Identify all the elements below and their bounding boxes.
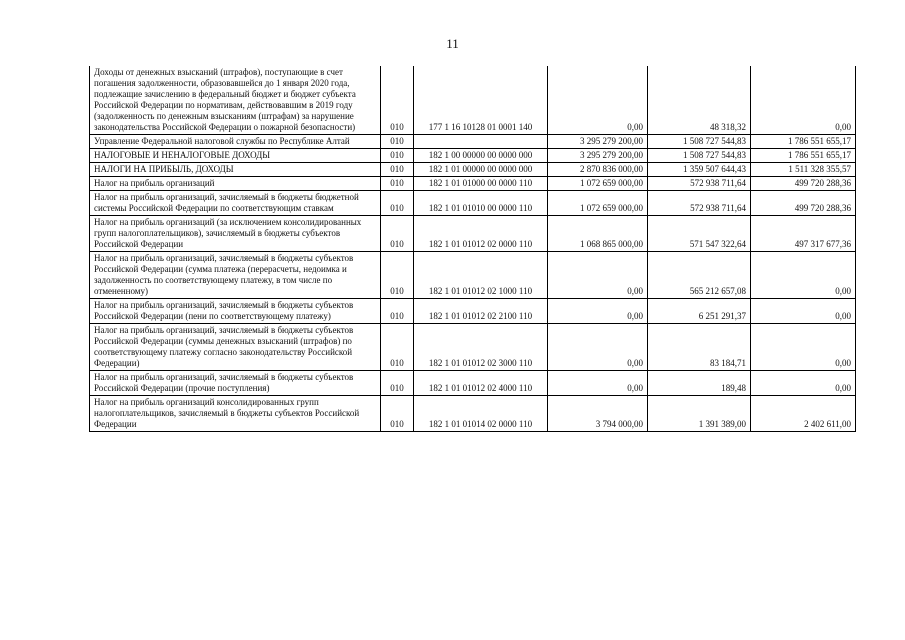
table-row — [90, 177, 856, 191]
row-value-3: 1 511 328 355,57 — [751, 163, 856, 177]
row-name: НАЛОГИ НА ПРИБЫЛЬ, ДОХОДЫ — [90, 163, 381, 177]
row-value-1: 1 072 659 000,00 — [548, 191, 648, 216]
row-value-2: 565 212 657,08 — [648, 252, 751, 299]
row-value-2: 1 359 507 644,43 — [648, 163, 751, 177]
row-name: Налог на прибыль организаций консолидированных групп налогоплательщиков, зачисляемый в бюджеты субъектов Российской Федерации — [90, 396, 381, 432]
row-code: 010 — [381, 177, 414, 191]
row-code: 010 — [381, 135, 414, 149]
row-name: Налог на прибыль организаций, зачисляемый в бюджеты субъектов Российской Федерации (пени по соответствующему платежу) — [90, 299, 381, 324]
table-row — [90, 66, 856, 135]
table-row — [90, 149, 856, 163]
row-code: 010 — [381, 191, 414, 216]
row-kbk: 182 1 01 01012 02 4000 110 — [414, 371, 548, 396]
table-row — [90, 216, 856, 252]
row-value-1: 3 295 279 200,00 — [548, 149, 648, 163]
row-code: 010 — [381, 163, 414, 177]
row-kbk: 182 1 01 00000 00 0000 000 — [414, 163, 548, 177]
row-value-2: 1 508 727 544,83 — [648, 149, 751, 163]
row-value-1: 0,00 — [548, 299, 648, 324]
table-row — [90, 191, 856, 216]
row-value-1: 1 068 865 000,00 — [548, 216, 648, 252]
table-row — [90, 396, 856, 432]
row-kbk: 182 1 01 01012 02 1000 110 — [414, 252, 548, 299]
row-value-3: 497 317 677,36 — [751, 216, 856, 252]
row-value-2: 6 251 291,37 — [648, 299, 751, 324]
row-code: 010 — [381, 66, 414, 135]
row-value-2: 83 184,71 — [648, 324, 751, 371]
row-value-3: 499 720 288,36 — [751, 177, 856, 191]
row-code: 010 — [381, 371, 414, 396]
table-row — [90, 163, 856, 177]
row-kbk — [414, 135, 548, 149]
row-code: 010 — [381, 216, 414, 252]
revenue-table — [89, 66, 856, 432]
table-row — [90, 135, 856, 149]
row-value-1: 3 295 279 200,00 — [548, 135, 648, 149]
row-value-3: 0,00 — [751, 252, 856, 299]
row-name: Налог на прибыль организаций, зачисляемый в бюджеты бюджетной системы Российской Федерации по соответствующим ставкам — [90, 191, 381, 216]
row-value-1: 2 870 836 000,00 — [548, 163, 648, 177]
row-value-2: 48 318,32 — [648, 66, 751, 135]
row-name: Налог на прибыль организаций (за исключением консолидированных групп налогоплательщиков), зачисляемый в бюджеты субъектов Российской Федерации — [90, 216, 381, 252]
row-value-2: 189,48 — [648, 371, 751, 396]
row-code: 010 — [381, 252, 414, 299]
row-code: 010 — [381, 149, 414, 163]
row-name: Управление Федеральной налоговой службы по Республике Алтай — [90, 135, 381, 149]
row-kbk: 182 1 01 01000 00 0000 110 — [414, 177, 548, 191]
row-value-3: 1 786 551 655,17 — [751, 135, 856, 149]
table-row — [90, 371, 856, 396]
table-row — [90, 299, 856, 324]
row-kbk: 182 1 01 01012 02 2100 110 — [414, 299, 548, 324]
row-name: Налог на прибыль организаций, зачисляемый в бюджеты субъектов Российской Федерации (прочие поступления) — [90, 371, 381, 396]
row-code: 010 — [381, 396, 414, 432]
row-kbk: 182 1 01 01010 00 0000 110 — [414, 191, 548, 216]
row-value-3: 2 402 611,00 — [751, 396, 856, 432]
row-value-3: 1 786 551 655,17 — [751, 149, 856, 163]
row-code: 010 — [381, 324, 414, 371]
row-name: Доходы от денежных взысканий (штрафов), поступающие в счет погашения задолженности, образовавшейся до 1 января 2020 года, подлежащие зачислению в федеральный бюджет и бюджет субъекта Российской Федерации по нормативам, действовавшим в 2019 году (задолженность по денежным взысканиям (штрафам) за нарушение законодательства Российской Федерации о пожарной безопасности) — [90, 66, 381, 135]
row-value-1: 0,00 — [548, 66, 648, 135]
row-kbk: 182 1 01 01014 02 0000 110 — [414, 396, 548, 432]
row-value-1: 0,00 — [548, 252, 648, 299]
row-kbk: 182 1 01 01012 02 3000 110 — [414, 324, 548, 371]
row-value-2: 1 391 389,00 — [648, 396, 751, 432]
row-value-3: 0,00 — [751, 66, 856, 135]
table-row — [90, 252, 856, 299]
table-row — [90, 324, 856, 371]
row-value-2: 572 938 711,64 — [648, 177, 751, 191]
row-value-3: 0,00 — [751, 324, 856, 371]
row-value-1: 0,00 — [548, 371, 648, 396]
row-value-3: 499 720 288,36 — [751, 191, 856, 216]
row-value-1: 0,00 — [548, 324, 648, 371]
row-value-3: 0,00 — [751, 371, 856, 396]
row-value-2: 572 938 711,64 — [648, 191, 751, 216]
row-kbk: 177 1 16 10128 01 0001 140 — [414, 66, 548, 135]
row-kbk: 182 1 00 00000 00 0000 000 — [414, 149, 548, 163]
row-name: НАЛОГОВЫЕ И НЕНАЛОГОВЫЕ ДОХОДЫ — [90, 149, 381, 163]
row-value-3: 0,00 — [751, 299, 856, 324]
row-value-2: 571 547 322,64 — [648, 216, 751, 252]
page-number: 11 — [446, 36, 459, 51]
row-code: 010 — [381, 299, 414, 324]
row-kbk: 182 1 01 01012 02 0000 110 — [414, 216, 548, 252]
row-value-2: 1 508 727 544,83 — [648, 135, 751, 149]
row-value-1: 3 794 000,00 — [548, 396, 648, 432]
row-name: Налог на прибыль организаций, зачисляемый в бюджеты субъектов Российской Федерации (сумма платежа (перерасчеты, недоимка и задолженность по соответствующему платежу, в том числе по отмененному) — [90, 252, 381, 299]
row-name: Налог на прибыль организаций, зачисляемый в бюджеты субъектов Российской Федерации (суммы денежных взысканий (штрафов) по соответствующему платежу согласно законодательству Российской Федерации) — [90, 324, 381, 371]
row-value-1: 1 072 659 000,00 — [548, 177, 648, 191]
row-name: Налог на прибыль организаций — [90, 177, 381, 191]
